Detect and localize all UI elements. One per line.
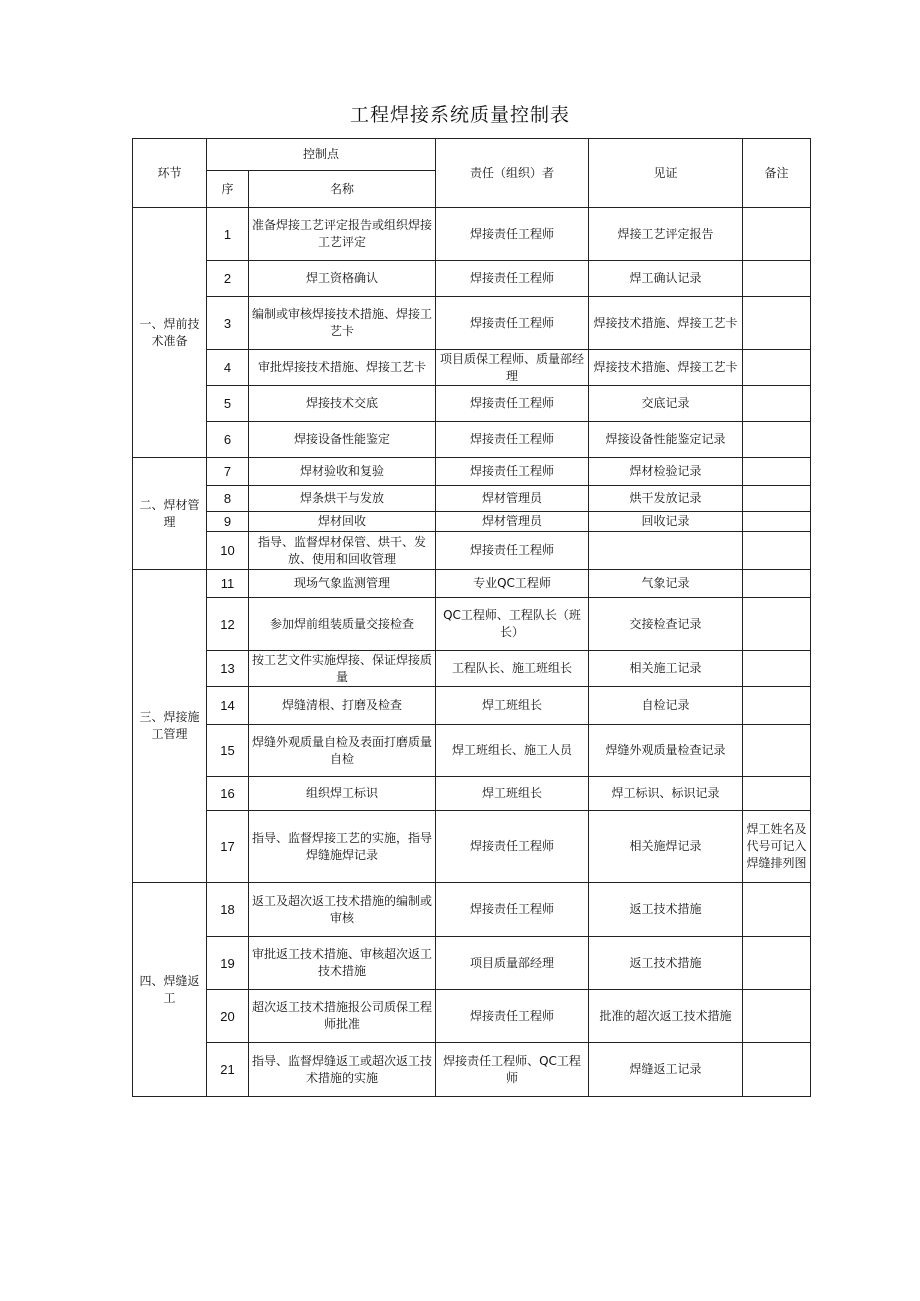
responsible-cell: 焊接责任工程师 xyxy=(436,261,589,297)
remark-cell xyxy=(743,386,811,422)
seq-cell: 3 xyxy=(207,297,249,350)
seq-cell: 8 xyxy=(207,486,249,512)
table-row xyxy=(133,937,811,990)
name-cell: 指导、监督焊接工艺的实施，指导焊缝施焊记录 xyxy=(249,811,436,883)
remark-cell xyxy=(743,777,811,811)
name-cell: 参加焊前组装质量交接检查 xyxy=(249,598,436,651)
remark-cell xyxy=(743,725,811,777)
table-row xyxy=(133,811,811,883)
name-cell: 焊材回收 xyxy=(249,512,436,532)
name-cell: 审批返工技术措施、审核超次返工技术措施 xyxy=(249,937,436,990)
evidence-cell: 焊接技术措施、焊接工艺卡 xyxy=(589,297,743,350)
header-name: 名称 xyxy=(249,171,436,208)
evidence-cell: 焊接设备性能鉴定记录 xyxy=(589,422,743,458)
header-evidence: 见证 xyxy=(589,139,743,208)
stage-cell: 一、焊前技术准备 xyxy=(133,208,207,458)
seq-cell: 17 xyxy=(207,811,249,883)
table-row xyxy=(133,725,811,777)
table-row xyxy=(133,598,811,651)
name-cell: 焊工资格确认 xyxy=(249,261,436,297)
evidence-cell: 焊工标识、标识记录 xyxy=(589,777,743,811)
remark-cell xyxy=(743,570,811,598)
evidence-cell: 返工技术措施 xyxy=(589,883,743,937)
table-row xyxy=(133,883,811,937)
seq-cell: 12 xyxy=(207,598,249,651)
responsible-cell: 焊接责任工程师 xyxy=(436,208,589,261)
name-cell: 返工及超次返工技术措施的编制或审核 xyxy=(249,883,436,937)
name-cell: 组织焊工标识 xyxy=(249,777,436,811)
evidence-cell: 回收记录 xyxy=(589,512,743,532)
responsible-cell: 焊材管理员 xyxy=(436,486,589,512)
table-row xyxy=(133,512,811,532)
name-cell: 焊缝清根、打磨及检查 xyxy=(249,687,436,725)
remark-cell xyxy=(743,532,811,570)
responsible-cell: 焊工班组长 xyxy=(436,777,589,811)
header-control-point: 控制点 xyxy=(207,139,436,171)
remark-cell xyxy=(743,261,811,297)
responsible-cell: 焊接责任工程师 xyxy=(436,883,589,937)
responsible-cell: 焊接责任工程师 xyxy=(436,422,589,458)
page-title: 工程焊接系统质量控制表 xyxy=(349,104,570,126)
seq-cell: 13 xyxy=(207,651,249,687)
name-cell: 按工艺文件实施焊接、保证焊接质量 xyxy=(249,651,436,687)
table-row xyxy=(133,1043,811,1097)
responsible-cell: 焊接责任工程师 xyxy=(436,297,589,350)
evidence-cell: 焊缝外观质量检查记录 xyxy=(589,725,743,777)
remark-cell xyxy=(743,208,811,261)
remark-cell xyxy=(743,598,811,651)
evidence-cell: 交接检查记录 xyxy=(589,598,743,651)
remark-cell xyxy=(743,458,811,486)
seq-cell: 16 xyxy=(207,777,249,811)
seq-cell: 20 xyxy=(207,990,249,1043)
evidence-cell: 返工技术措施 xyxy=(589,937,743,990)
name-cell: 审批焊接技术措施、焊接工艺卡 xyxy=(249,350,436,386)
table-row xyxy=(133,486,811,512)
responsible-cell: 焊接责任工程师 xyxy=(436,386,589,422)
seq-cell: 21 xyxy=(207,1043,249,1097)
table-row xyxy=(133,570,811,598)
name-cell: 指导、监督焊缝返工或超次返工技术措施的实施 xyxy=(249,1043,436,1097)
responsible-cell: 焊接责任工程师、QC工程师 xyxy=(436,1043,589,1097)
remark-cell xyxy=(743,687,811,725)
remark-cell: 焊工姓名及代号可记入焊缝排列图 xyxy=(743,811,811,883)
remark-cell xyxy=(743,883,811,937)
remark-cell xyxy=(743,651,811,687)
responsible-cell: 工程队长、施工班组长 xyxy=(436,651,589,687)
seq-cell: 1 xyxy=(207,208,249,261)
seq-cell: 18 xyxy=(207,883,249,937)
name-cell: 焊接设备性能鉴定 xyxy=(249,422,436,458)
responsible-cell: 焊材管理员 xyxy=(436,512,589,532)
stage-cell: 四、焊缝返工 xyxy=(133,883,207,1097)
name-cell: 编制或审核焊接技术措施、焊接工艺卡 xyxy=(249,297,436,350)
evidence-cell: 气象记录 xyxy=(589,570,743,598)
table-row xyxy=(133,386,811,422)
remark-cell xyxy=(743,937,811,990)
seq-cell: 10 xyxy=(207,532,249,570)
responsible-cell: 专业QC工程师 xyxy=(436,570,589,598)
seq-cell: 2 xyxy=(207,261,249,297)
remark-cell xyxy=(743,990,811,1043)
seq-cell: 9 xyxy=(207,512,249,532)
remark-cell xyxy=(743,297,811,350)
header-responsible: 责任（组织）者 xyxy=(436,139,589,208)
remark-cell xyxy=(743,1043,811,1097)
seq-cell: 14 xyxy=(207,687,249,725)
name-cell: 现场气象监测管理 xyxy=(249,570,436,598)
table-row xyxy=(133,651,811,687)
name-cell: 焊缝外观质量自检及表面打磨质量自检 xyxy=(249,725,436,777)
evidence-cell: 烘干发放记录 xyxy=(589,486,743,512)
table-row xyxy=(133,422,811,458)
table-row xyxy=(133,990,811,1043)
evidence-cell: 相关施工记录 xyxy=(589,651,743,687)
table-row xyxy=(133,297,811,350)
table-row xyxy=(133,777,811,811)
evidence-cell xyxy=(589,532,743,570)
table-row xyxy=(133,687,811,725)
remark-cell xyxy=(743,350,811,386)
name-cell: 焊条烘干与发放 xyxy=(249,486,436,512)
evidence-cell: 批准的超次返工技术措施 xyxy=(589,990,743,1043)
responsible-cell: 焊接责任工程师 xyxy=(436,532,589,570)
remark-cell xyxy=(743,512,811,532)
seq-cell: 15 xyxy=(207,725,249,777)
seq-cell: 6 xyxy=(207,422,249,458)
responsible-cell: 焊接责任工程师 xyxy=(436,811,589,883)
responsible-cell: 项目质量部经理 xyxy=(436,937,589,990)
table-row xyxy=(133,350,811,386)
evidence-cell: 焊材检验记录 xyxy=(589,458,743,486)
evidence-cell: 焊接工艺评定报告 xyxy=(589,208,743,261)
evidence-cell: 焊工确认记录 xyxy=(589,261,743,297)
header-seq: 序 xyxy=(207,171,249,208)
seq-cell: 19 xyxy=(207,937,249,990)
responsible-cell: 项目质保工程师、质量部经理 xyxy=(436,350,589,386)
responsible-cell: 焊工班组长、施工人员 xyxy=(436,725,589,777)
table-row xyxy=(133,532,811,570)
remark-cell xyxy=(743,486,811,512)
header-stage: 环节 xyxy=(133,139,207,208)
table-row xyxy=(133,261,811,297)
name-cell: 超次返工技术措施报公司质保工程师批准 xyxy=(249,990,436,1043)
seq-cell: 11 xyxy=(207,570,249,598)
quality-control-table xyxy=(132,138,811,1097)
stage-cell: 二、焊材管理 xyxy=(133,458,207,570)
responsible-cell: 焊工班组长 xyxy=(436,687,589,725)
responsible-cell: 焊接责任工程师 xyxy=(436,990,589,1043)
name-cell: 准备焊接工艺评定报告或组织焊接工艺评定 xyxy=(249,208,436,261)
remark-cell xyxy=(743,422,811,458)
evidence-cell: 焊缝返工记录 xyxy=(589,1043,743,1097)
seq-cell: 5 xyxy=(207,386,249,422)
responsible-cell: QC工程师、工程队长（班长） xyxy=(436,598,589,651)
table-row xyxy=(133,458,811,486)
evidence-cell: 自检记录 xyxy=(589,687,743,725)
header-remarks: 备注 xyxy=(743,139,811,208)
seq-cell: 7 xyxy=(207,458,249,486)
evidence-cell: 相关施焊记录 xyxy=(589,811,743,883)
name-cell: 焊接技术交底 xyxy=(249,386,436,422)
name-cell: 指导、监督焊材保管、烘干、发放、使用和回收管理 xyxy=(249,532,436,570)
evidence-cell: 交底记录 xyxy=(589,386,743,422)
responsible-cell: 焊接责任工程师 xyxy=(436,458,589,486)
header-row xyxy=(133,139,811,171)
seq-cell: 4 xyxy=(207,350,249,386)
table-row xyxy=(133,208,811,261)
name-cell: 焊材验收和复验 xyxy=(249,458,436,486)
stage-cell: 三、焊接施工管理 xyxy=(133,570,207,883)
evidence-cell: 焊接技术措施、焊接工艺卡 xyxy=(589,350,743,386)
